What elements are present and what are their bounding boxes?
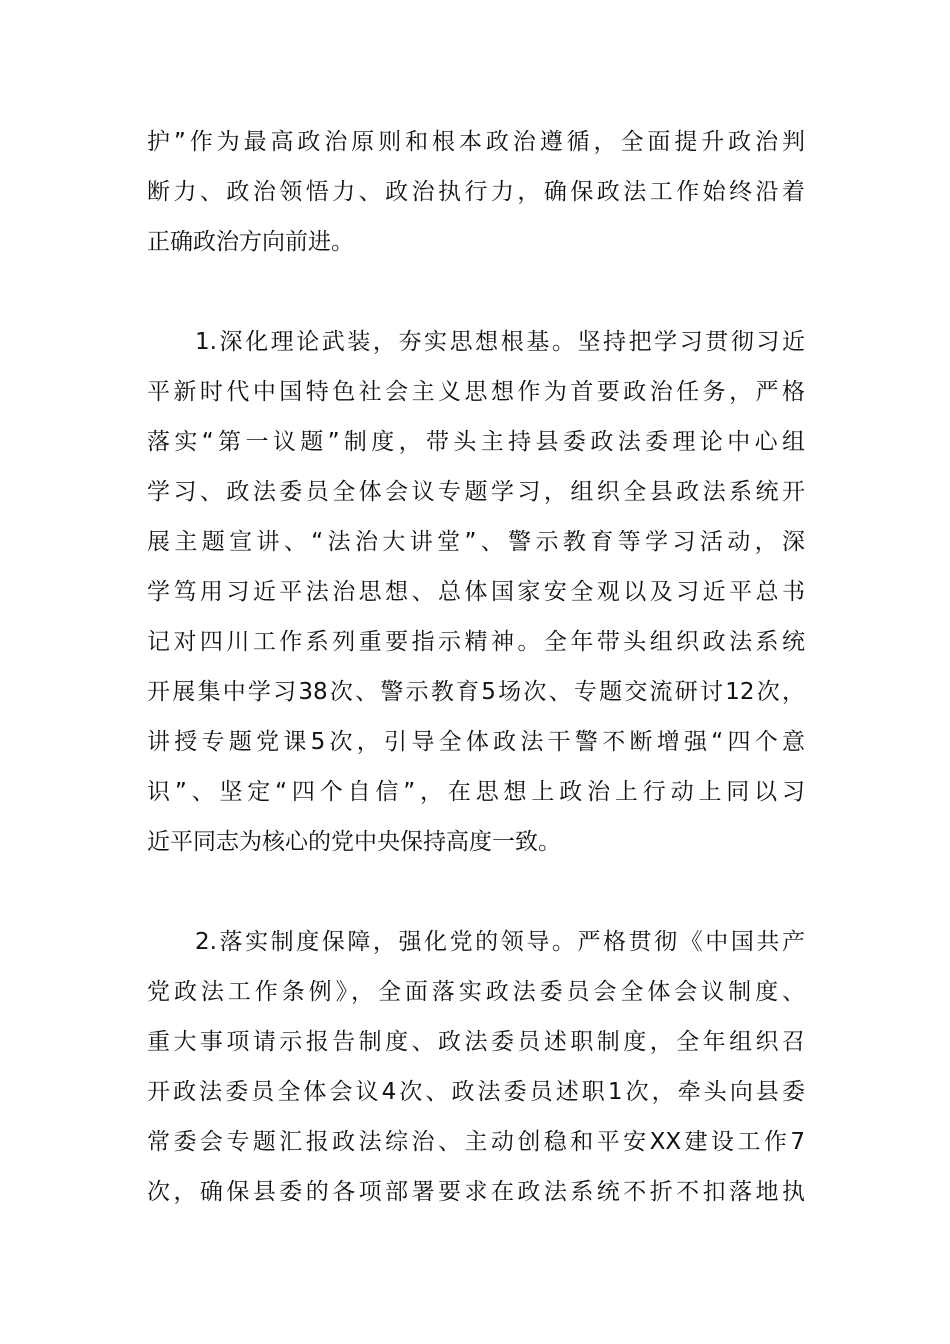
text-line: 重大事项请示报告制度、政法委员述职制度，全年组织召 <box>147 1029 805 1055</box>
text-line: 展主题宣讲、“法治大讲堂”、警示教育等学习活动，深 <box>147 529 805 555</box>
text-line: 2.落实制度保障，强化党的领导。严格贯彻《中国共产 <box>195 929 805 955</box>
text-line: 识”、坚定“四个自信”，在思想上政治上行动上同以习 <box>147 779 805 805</box>
text-line: 近平同志为核心的党中央保持高度一致。 <box>147 829 561 855</box>
document-body <box>147 117 805 1217</box>
text-line: 正确政治方向前进。 <box>147 229 354 255</box>
text-line: 1.深化理论武装，夯实思想根基。坚持把学习贯彻习近 <box>195 329 805 355</box>
text-line: 学笃用习近平法治思想、总体国家安全观以及习近平总书 <box>147 579 805 605</box>
text-line: 落实“第一议题”制度，带头主持县委政法委理论中心组 <box>147 429 805 455</box>
text-line: 记对四川工作系列重要指示精神。全年带头组织政法系统 <box>147 629 805 655</box>
text-line: 次，确保县委的各项部署要求在政法系统不折不扣落地执 <box>147 1179 805 1205</box>
text-line: 断力、政治领悟力、政治执行力，确保政法工作始终沿着 <box>147 179 805 205</box>
text-line: 护”作为最高政治原则和根本政治遵循，全面提升政治判 <box>147 129 805 155</box>
text-line: 讲授专题党课5次，引导全体政法干警不断增强“四个意 <box>147 729 805 755</box>
text-line: 党政法工作条例》，全面落实政法委员会全体会议制度、 <box>147 979 805 1005</box>
text-line: 开政法委员全体会议4次、政法委员述职1次，牵头向县委 <box>147 1079 805 1105</box>
text-line: 常委会专题汇报政法综治、主动创稳和平安XX建设工作7 <box>147 1129 805 1155</box>
paragraph-3 <box>147 917 805 1217</box>
text-line: 开展集中学习38次、警示教育5场次、专题交流研讨12次， <box>147 679 805 705</box>
text-line: 平新时代中国特色社会主义思想作为首要政治任务，严格 <box>147 379 805 405</box>
paragraph-2 <box>147 317 805 867</box>
text-line: 学习、政法委员全体会议专题学习，组织全县政法系统开 <box>147 479 805 505</box>
paragraph-1 <box>147 117 805 267</box>
